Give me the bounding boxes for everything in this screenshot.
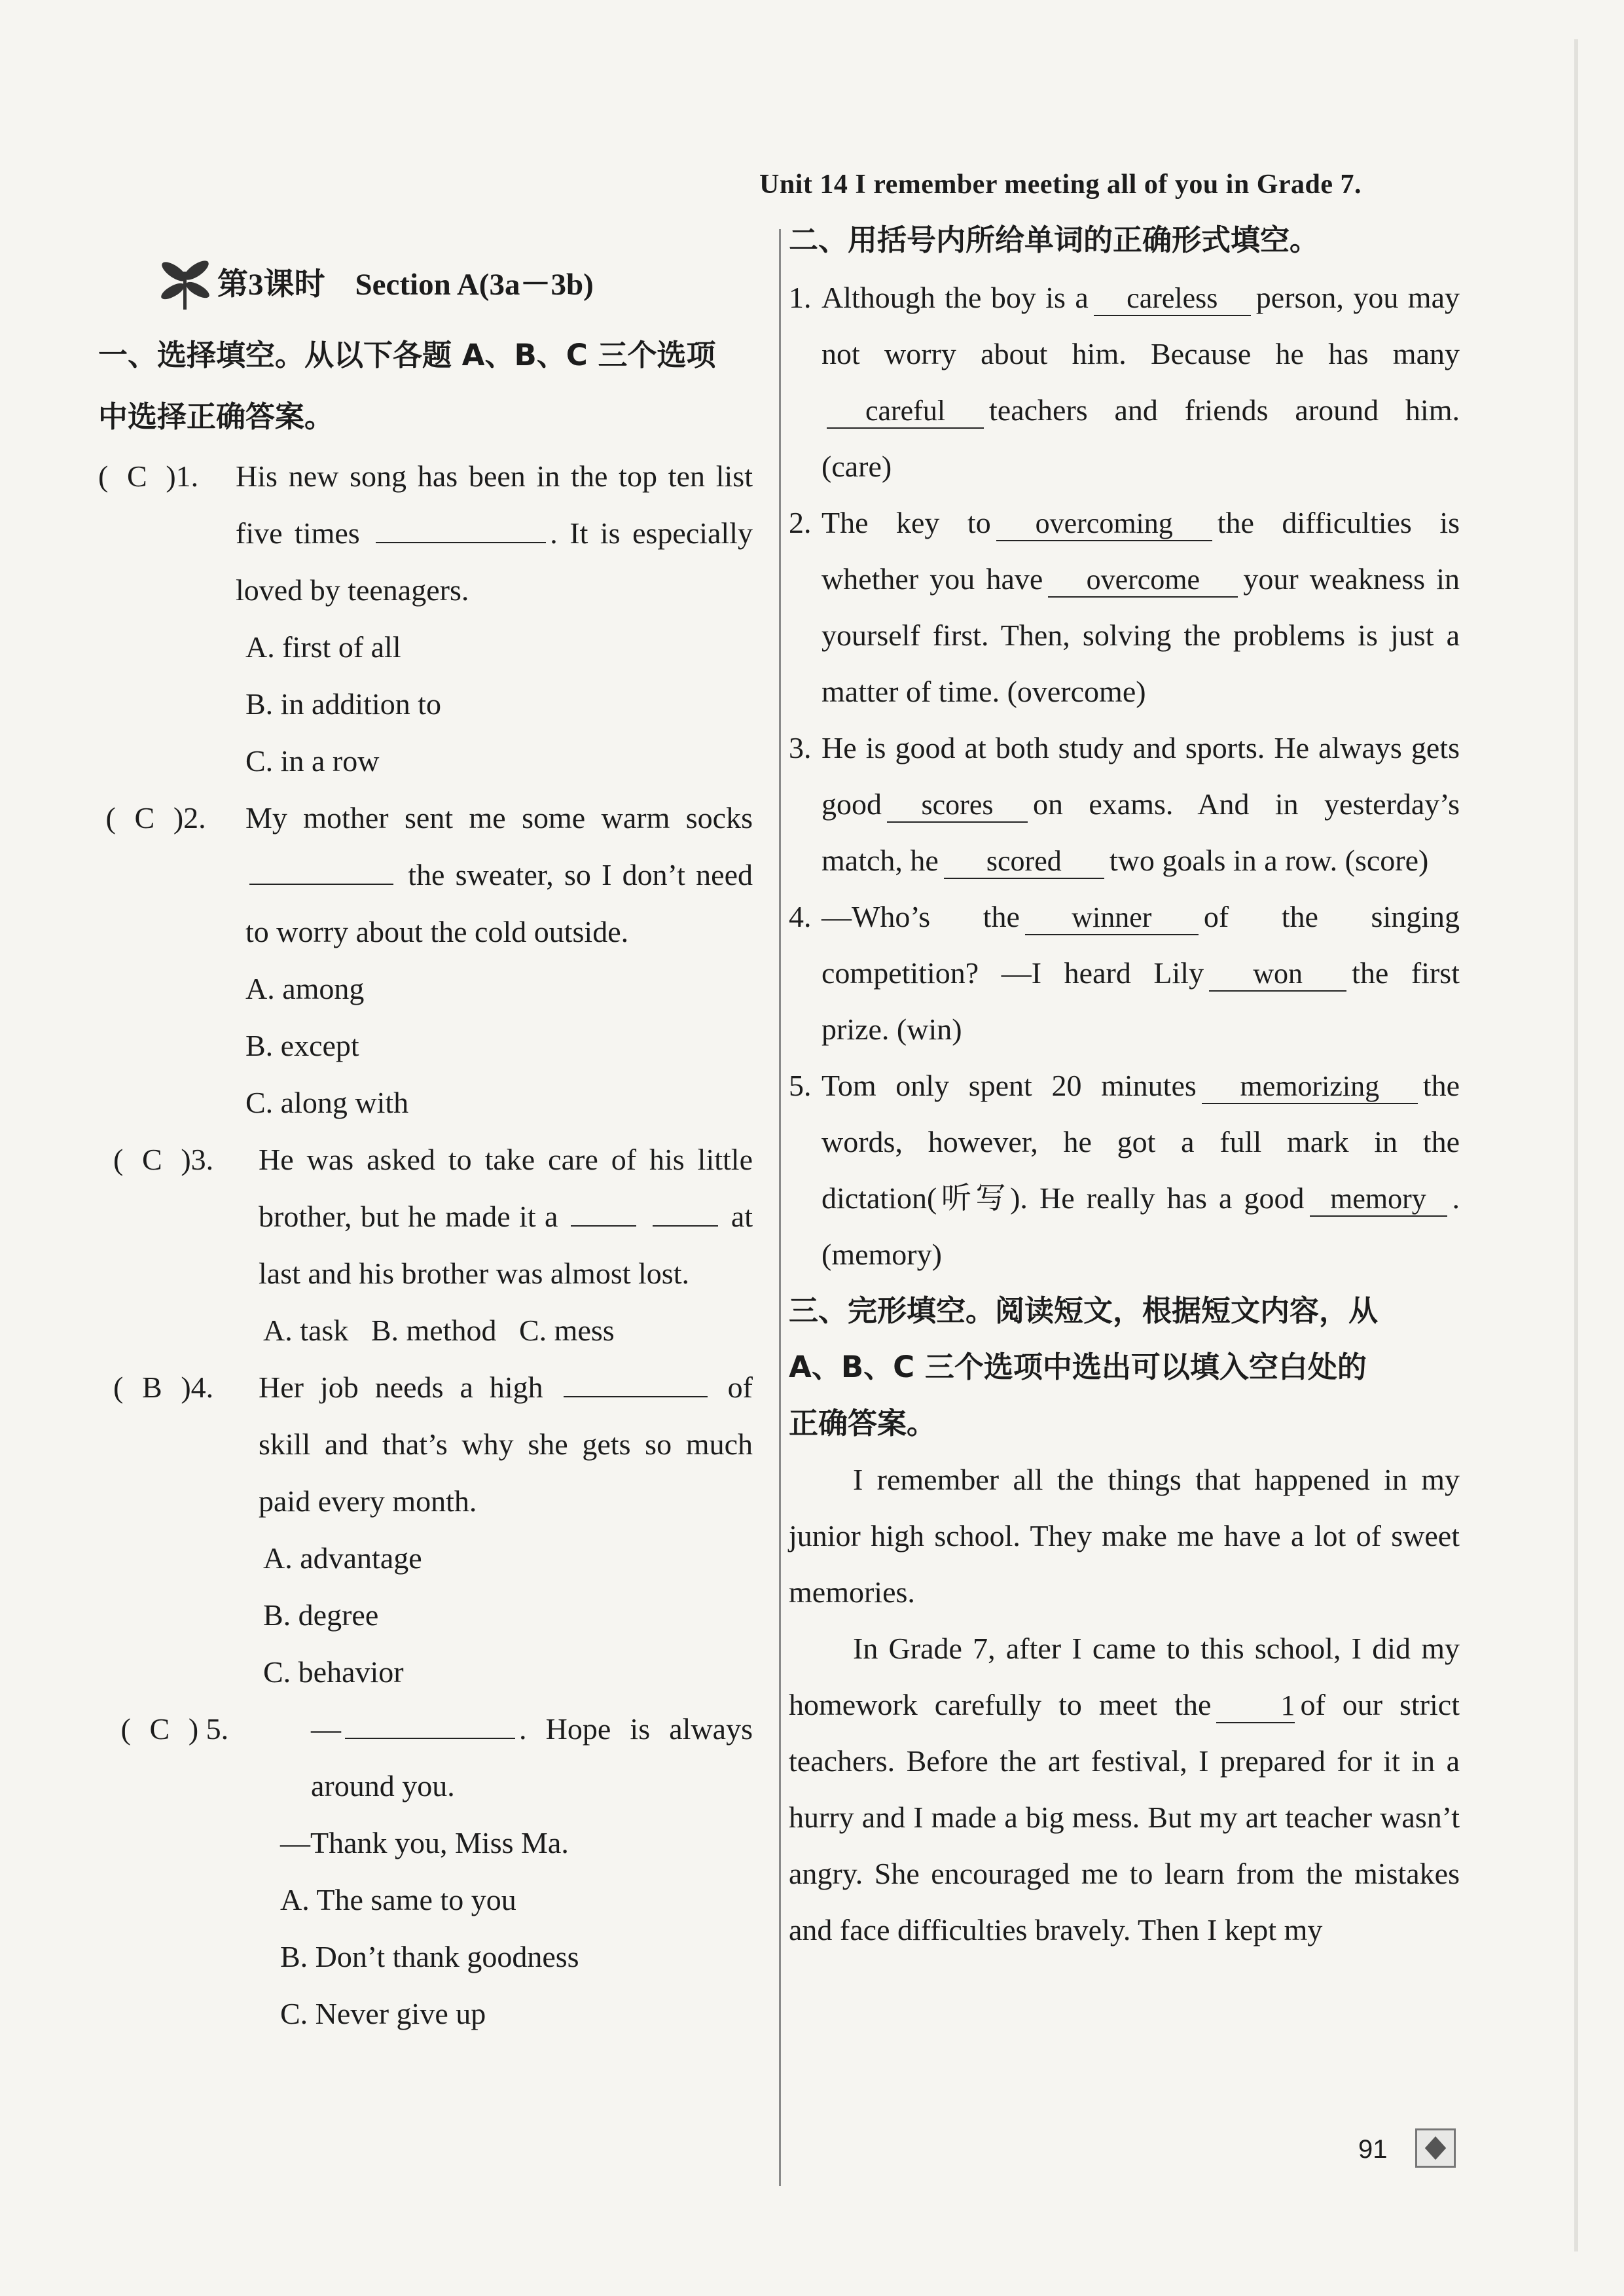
passage-paragraph-2: In Grade 7, after I came to this school, I did my homework carefully to meet the 1 of our strict teachers. Before the art festival, I prepared for it in a hurry and I made a big mess. But my art teacher wasn’t angry. She encouraged me to learn from the mistakes and face difficulties bravely. Then I kept my — [789, 1632, 1460, 1946]
part1-heading: 一、选择填空。从以下各题 A、B、C 三个选项 中选择正确答案。 — [98, 338, 716, 434]
filled-answer: scores — [887, 789, 1028, 823]
option: C. behavior — [263, 1655, 404, 1689]
option: C. along with — [245, 1086, 409, 1119]
option: B. except — [245, 1029, 359, 1062]
filled-answer: winner — [1025, 901, 1199, 935]
filled-answer: memory — [1310, 1183, 1447, 1217]
answer-bracket: ( B )4. — [98, 1371, 214, 1404]
fill-item-2: 2. The key to overcoming the difficulties is whether you have overcome your weakness in yourself first. Then, solving the problems is just a matter of time. (overcome) — [789, 506, 1460, 708]
answer-blank — [376, 509, 546, 543]
filled-answer: memorizing — [1202, 1070, 1418, 1104]
answer-bracket: ( C )3. — [98, 1143, 214, 1176]
option: A. advantage — [263, 1541, 422, 1575]
page-number: 91 — [1358, 2135, 1388, 2164]
answer-bracket: ( C ) 5. — [98, 1712, 229, 1746]
option: A. The same to you — [280, 1883, 516, 1916]
question-3: ( C )3. He was asked to take care of his little brother, but he made it a at last and his brother was almost lost. A. task B. method C. mess — [98, 1131, 753, 1359]
diamond-icon — [1415, 2128, 1456, 2168]
fill-item-5: 5. Tom only spent 20 minutes memorizing the words, however, he got a full mark in the dictation(听写). He really has a good memory . (memory) — [789, 1069, 1460, 1271]
option-row: A. task B. method C. mess — [263, 1314, 615, 1347]
passage-paragraph-1: I remember all the things that happened in my junior high school. They make me have a lot of sweet memories. — [789, 1463, 1460, 1609]
option: A. among — [245, 972, 365, 1005]
fill-item-4: 4. —Who’s the winner of the singing competition? —I heard Lily won the first prize. (win) — [789, 900, 1460, 1046]
filled-answer: scored — [944, 845, 1104, 879]
option: A. first of all — [245, 630, 401, 664]
option: C. Never give up — [280, 1997, 486, 2030]
filled-answer: overcoming — [996, 507, 1212, 541]
answer-bracket: ( C )2. — [98, 801, 206, 834]
filled-answer: careless — [1094, 282, 1251, 316]
question-5: ( C ) 5. — . Hope is always around you. —Thank you, Miss Ma. A. The same to you B. Don’t thank goodness C. Never give up — [98, 1700, 753, 2042]
question-4: ( B )4. Her job needs a high of skill and that’s why she gets so much paid every month. A. advantage B. degree C. behavior — [98, 1359, 753, 1700]
lesson-section: Section A(3a－3b) — [355, 267, 594, 302]
lesson-number: 第3课时 — [217, 267, 325, 302]
option: B. degree — [263, 1598, 379, 1632]
right-column — [789, 211, 1460, 1958]
option: C. in a row — [245, 744, 380, 778]
column-divider — [779, 229, 781, 2186]
dialogue-reply: —Thank you, Miss Ma. — [280, 1826, 569, 1859]
left-column — [98, 242, 753, 2042]
filled-answer: won — [1209, 958, 1346, 992]
filled-answer: careful — [827, 395, 984, 429]
answer-blank — [571, 1193, 636, 1227]
page-edge — [1574, 39, 1578, 2251]
lesson-title — [98, 242, 753, 321]
question-1: ( C )1. His new song has been in the top ten list five times . It is especially loved by teenagers. A. first of all B. in addition to C. in a row — [98, 448, 753, 789]
fill-item-1: 1. Although the boy is a careless person, you may not worry about him. Because he has manycareful teachers and friends around him. (care) — [789, 281, 1460, 483]
option: B. Don’t thank goodness — [280, 1940, 579, 1973]
option: B. in addition to — [245, 687, 441, 721]
part3-heading: 三、完形填空。阅读短文，根据短文内容，从 A、B、C 三个选项中选出可以填入空白处的 正确答案。 — [789, 1293, 1379, 1441]
answer-blank — [345, 1705, 515, 1739]
answer-blank — [564, 1363, 708, 1397]
filled-answer: overcome — [1048, 564, 1238, 598]
unit-header: Unit 14 I remember meeting all of you in Grade 7. — [759, 170, 1362, 200]
fill-item-3: 3. He is good at both study and sports. He always gets good scores on exams. And in yesterday’s match, he scored two goals in a row. (score) — [789, 720, 1460, 889]
cloze-blank: 1 — [1216, 1689, 1295, 1723]
answer-blank — [249, 851, 393, 885]
leaf-icon — [157, 252, 213, 311]
part2-heading: 二、用括号内所给单词的正确形式填空。 — [789, 223, 1320, 257]
answer-blank — [653, 1193, 718, 1227]
question-2: ( C )2. My mother sent me some warm socks the sweater, so I don’t need to worry about the cold outside. A. among B. except C. along with — [98, 789, 753, 1131]
answer-bracket: ( C )1. — [98, 459, 199, 493]
